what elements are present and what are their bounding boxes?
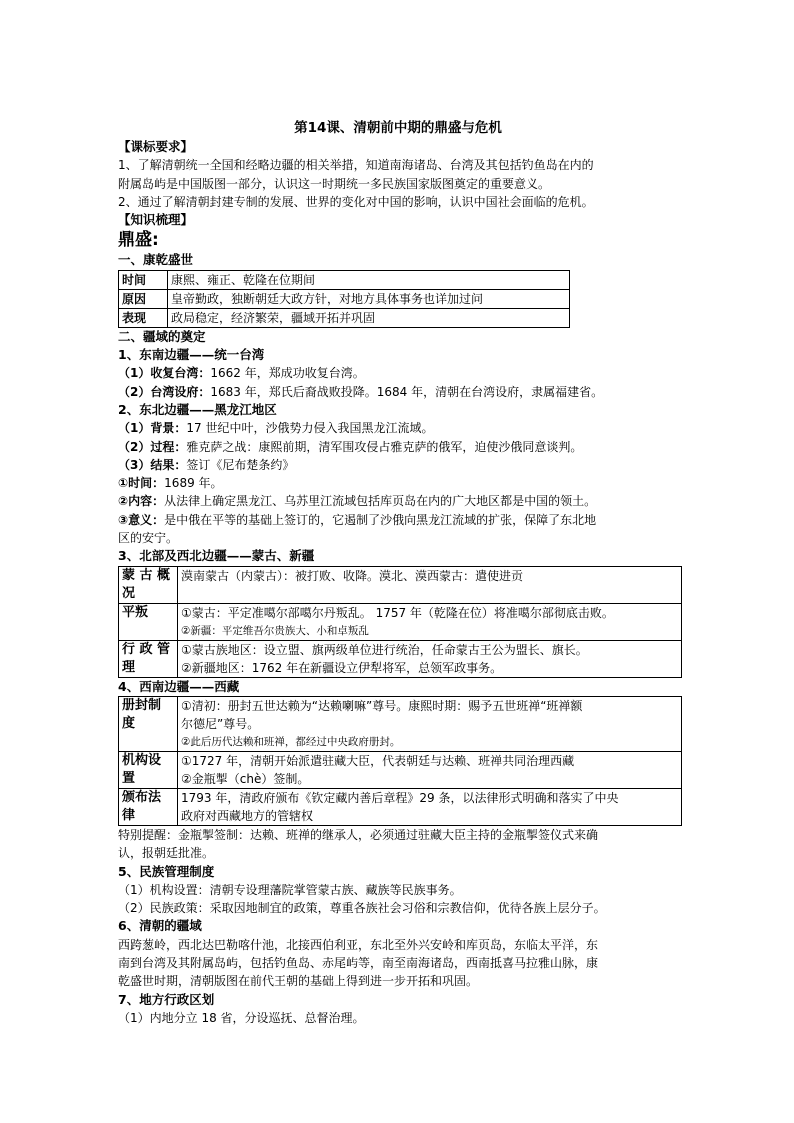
section-heading-knowledge: 【知识梳理】 — [118, 212, 194, 228]
item-value: 1662 年，郑成功收复台湾。 — [210, 366, 365, 381]
table-row — [119, 751, 682, 788]
table-key: 表现 — [119, 308, 168, 327]
item-value: 17 世纪中叶，沙俄势力侵入我国黑龙江流域。 — [186, 421, 434, 436]
list-item: （1）内地分立 18 省，分设巡抚、总督治理。 — [118, 1010, 365, 1025]
subheading-southwest: 4、西南边疆——西藏 — [118, 678, 240, 694]
item-value: 1683 年，郑氏后裔战败投降。1684 年，清朝在台湾设府，隶属福建省。 — [210, 384, 604, 399]
table-value: 康熙、雍正、乾隆在位期间 — [168, 270, 570, 289]
table-value: 1793 年，清政府颁布《钦定藏内善后章程》29 条，以法律形式明确和落实了中央 政府对西藏地方的管辖权 — [178, 788, 682, 825]
subheading-north: 3、北部及西北边疆——蒙古、新疆 — [118, 548, 315, 564]
subheading-ethnic: 5、民族管理制度 — [118, 863, 215, 879]
paragraph: 附属岛屿是中国版图一部分，认识这一时期统一多民族国家版图奠定的重要意义。 — [118, 176, 551, 191]
list-item — [118, 456, 678, 474]
subheading-northeast: 2、东北边疆——黑龙江地区 — [118, 401, 277, 417]
table-key: 行 政 管 理 — [119, 640, 178, 677]
table-value: ①1727 年，清朝开始派遣驻藏大臣，代表朝廷与达赖、班禅共同治理西藏 ②金瓶掣（chè）签制。 — [178, 751, 682, 788]
table-key: 平叛 — [119, 603, 178, 640]
table-row — [119, 696, 682, 751]
table-row — [119, 566, 682, 603]
list-item — [118, 383, 678, 401]
paragraph: 乾盛世时期，清朝版图在前代王朝的基础上得到进一步开拓和巩固。 — [118, 974, 479, 989]
paragraph: 2、通过了解清朝封建专制的发展、世界的变化对中国的影响，认识中国社会面临的危机。 — [118, 194, 594, 209]
special-note-continued: 认，报朝廷批准。 — [118, 846, 215, 861]
paragraph: 1、了解清朝统一全国和经略边疆的相关举措，知道南海诸岛、台湾及其包括钓鱼岛在内的 — [118, 158, 594, 173]
item-key: ③意义： — [118, 512, 165, 527]
table-row — [119, 289, 570, 308]
table-row — [119, 603, 682, 640]
item-value: 是中俄在平等的基础上签订的，它遏制了沙俄向黑龙江流域的扩张，保障了东北地 — [164, 512, 597, 527]
table-row — [119, 640, 682, 677]
table-row — [119, 270, 570, 289]
heading-kangqian: 一、康乾盛世 — [118, 252, 194, 268]
table-value: 政局稳定，经济繁荣，疆域开拓并巩固 — [168, 308, 570, 327]
table-value: ①蒙古：平定准噶尔部噶尔丹叛乱。 1757 年（乾隆在位）将准噶尔部彻底击败。 ②新疆：平定维吾尔贵族大、小和卓叛乱 — [178, 603, 682, 640]
item-value: 签订《尼布楚条约》 — [186, 457, 295, 472]
table-key: 蒙 古 概 况 — [119, 566, 178, 603]
paragraph: 西跨葱岭，西北达巴勒喀什池，北接西伯利亚，东北至外兴安岭和库页岛，东临太平洋，东 — [118, 937, 599, 952]
list-item — [118, 438, 678, 456]
table-key: 册封制 度 — [119, 696, 178, 751]
kangqian-table — [118, 270, 570, 328]
table-row — [119, 788, 682, 825]
list-item — [118, 492, 678, 510]
item-key: （1）背景： — [118, 421, 187, 436]
list-item: （1）机构设置：清朝专设理藩院掌管蒙古族、藏族等民族事务。 — [118, 882, 462, 897]
table-value: ①蒙古族地区：设立盟、旗两级单位进行统治，任命蒙古王公为盟长、旗长。 ②新疆地区：1762 年在新疆设立伊犁将军，总领军政事务。 — [178, 640, 682, 677]
list-item — [118, 419, 678, 437]
table-value: 漠南蒙古（内蒙古）：被打败、收降。漠北、漠西蒙古：遣使进贡 — [178, 566, 682, 603]
table-key: 原因 — [119, 289, 168, 308]
mongolia-xinjiang-table — [118, 566, 682, 678]
table-key: 机构设 置 — [119, 751, 178, 788]
table-value: 皇帝勤政，独断朝廷大政方针，对地方具体事务也详加过问 — [168, 289, 570, 308]
tibet-table — [118, 696, 682, 826]
subheading-territory-extent: 6、清朝的疆域 — [118, 918, 202, 934]
item-value: 1689 年。 — [164, 476, 223, 491]
table-key: 时间 — [119, 270, 168, 289]
subheading-southeast: 1、东南边疆——统一台湾 — [118, 347, 265, 363]
table-row — [119, 308, 570, 327]
table-value: ①清初：册封五世达赖为“达赖喇嘛”尊号。康熙时期：赐予五世班禅“班禅额 尔德尼”尊号。 ②此后历代达赖和班禅，都经过中央政府册封。 — [178, 696, 682, 751]
item-key: ①时间： — [118, 476, 165, 491]
big-heading: 鼎盛: — [118, 230, 159, 251]
table-key: 颁布法 律 — [119, 788, 178, 825]
item-key: （3）结果： — [118, 457, 187, 472]
section-heading-curriculum: 【课标要求】 — [118, 139, 194, 154]
item-key: （2）台湾设府： — [118, 384, 211, 399]
item-value: 雅克萨之战：康熙前期，清军围攻侵占雅克萨的俄军，迫使沙俄同意谈判。 — [186, 439, 583, 454]
subheading-admin: 7、地方行政区划 — [118, 991, 215, 1007]
item-key: ②内容： — [118, 494, 165, 509]
list-item — [118, 364, 678, 382]
document-page — [118, 118, 678, 1027]
list-item — [118, 511, 678, 529]
item-value: 从法律上确定黑龙江、乌苏里江流域包括库页岛在内的广大地区都是中国的领土。 — [164, 494, 597, 509]
paragraph: 南到台湾及其附属岛屿，包括钓鱼岛、赤尾屿等，南至南海诸岛，西南抵喜马拉雅山脉，康 — [118, 956, 599, 971]
special-note: 特别提醒：金瓶掣签制：达赖、班禅的继承人，必须通过驻藏大臣主持的金瓶掣签仪式来确 — [118, 827, 599, 842]
heading-territory: 二、疆域的奠定 — [118, 328, 206, 344]
item-key: （1）收复台湾： — [118, 366, 211, 381]
page-title: 第14课、清朝前中期的鼎盛与危机 — [294, 120, 502, 136]
list-item-continued: 区的安宁。 — [118, 531, 179, 546]
list-item — [118, 474, 678, 492]
item-key: （2）过程： — [118, 439, 187, 454]
list-item: （2）民族政策：采取因地制宜的政策，尊重各族社会习俗和宗教信仰，优待各族上层分子。 — [118, 901, 606, 916]
